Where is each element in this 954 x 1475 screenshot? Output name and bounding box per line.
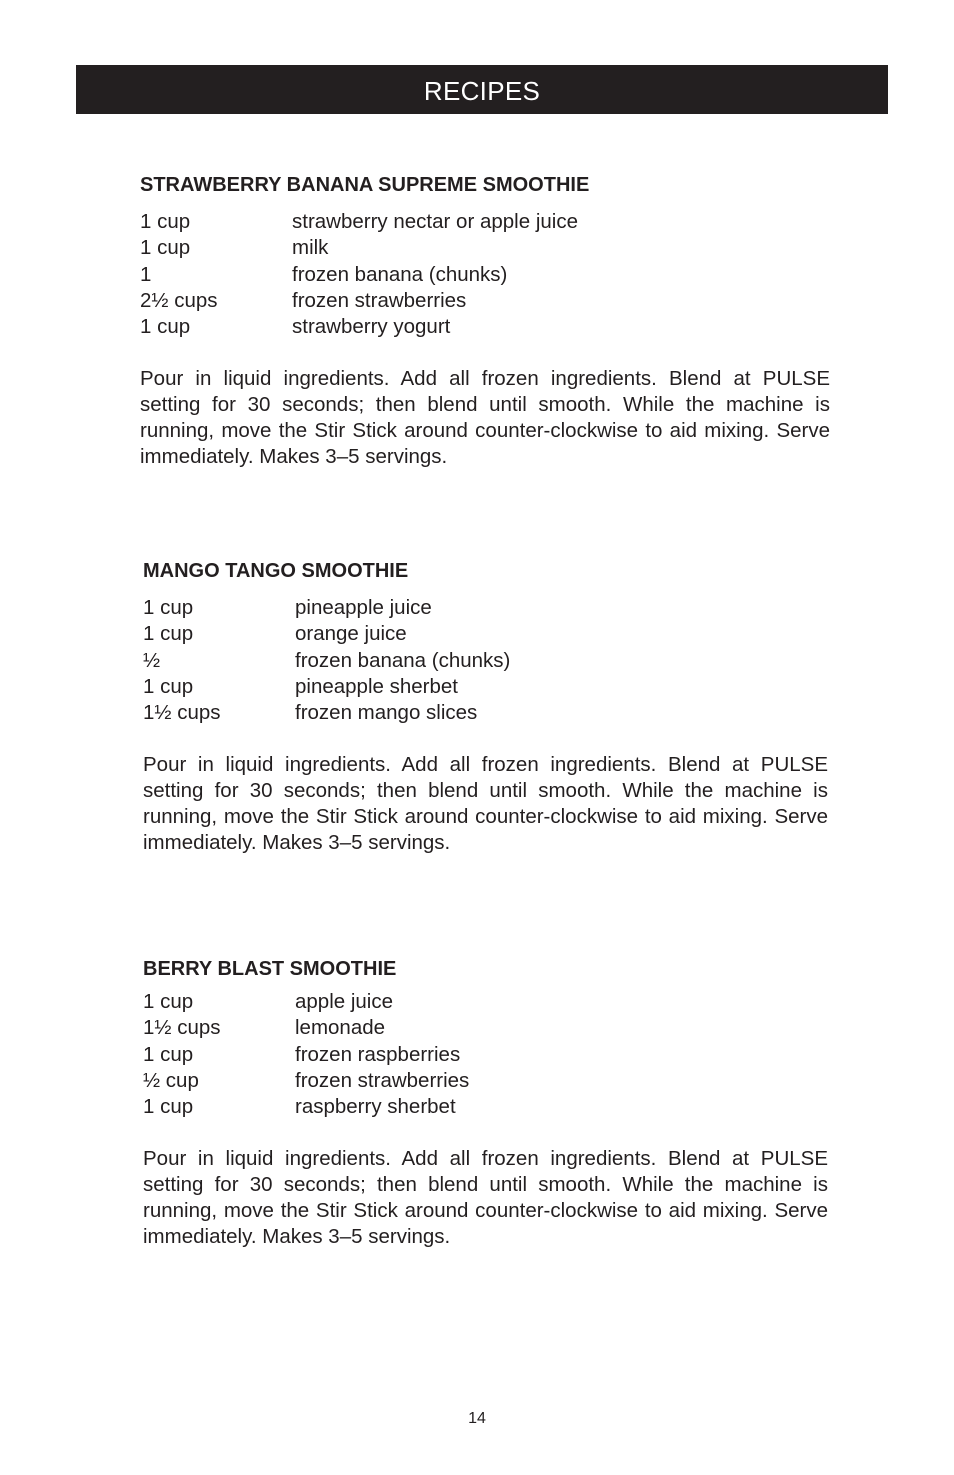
ingredient-quantity: 1 cup [140,236,191,260]
ingredient-row [140,235,830,261]
ingredient-name: frozen raspberries [295,1042,461,1066]
ingredient-row [143,1094,828,1120]
ingredient-quantity: ½ cup [143,1068,199,1092]
ingredient-name: pineapple juice [295,596,432,619]
ingredient-name: apple juice [295,990,394,1013]
ingredient-name: lemonade [295,1016,386,1040]
recipe-instructions: Pour in liquid ingredients. Add all frozen ingredients. Blend at PULSE setting for 30 seconds; then blend until smooth. While the machine is running, move the Stir Stick around counter-clockwise to aid mixing. Serve immediately. Makes 3–5 servings. [143,753,828,855]
ingredient-row [143,1042,828,1068]
ingredient-name: milk [292,236,329,260]
ingredient-row [143,595,828,621]
ingredient-quantity: 1½ cups [143,701,221,725]
recipe-instructions: Pour in liquid ingredients. Add all frozen ingredients. Blend at PULSE setting for 30 seconds; then blend until smooth. While the machine is running, move the Stir Stick around counter-clockwise to aid mixing. Serve immediately. Makes 3–5 servings. [143,1147,828,1249]
ingredient-list [143,989,828,1120]
ingredient-row [143,700,828,726]
ingredient-row [143,674,828,700]
ingredient-name: raspberry sherbet [295,1095,456,1119]
recipe-strawberry-banana-supreme-smoothie [140,173,830,470]
ingredient-name: frozen strawberries [292,288,467,312]
ingredient-name: pineapple sherbet [295,674,458,698]
ingredient-name: strawberry yogurt [292,315,451,339]
recipe-title: BERRY BLAST SMOOTHIE [143,958,397,980]
ingredient-quantity: 2½ cups [140,288,218,312]
ingredient-row [143,621,828,647]
ingredient-quantity: 1 cup [143,990,194,1013]
ingredient-name: orange juice [295,622,407,646]
ingredient-row [143,1068,828,1094]
ingredient-list [143,595,828,726]
ingredient-quantity: 1 cup [143,596,194,619]
ingredient-quantity: ½ [143,648,161,672]
ingredient-row [140,262,830,288]
ingredient-name: frozen strawberries [295,1068,470,1092]
ingredient-row [140,314,830,340]
ingredient-list [140,209,830,340]
ingredient-name: frozen banana (chunks) [295,648,511,672]
recipe-title: STRAWBERRY BANANA SUPREME SMOOTHIE [140,174,590,196]
ingredient-row [143,1015,828,1041]
ingredient-row [140,209,830,235]
page-number: 14 [468,1410,486,1427]
ingredient-quantity: 1 cup [143,1095,194,1119]
ingredient-quantity: 1½ cups [143,1016,221,1040]
ingredient-quantity: 1 cup [140,315,191,339]
ingredient-name: strawberry nectar or apple juice [292,210,578,233]
recipe-mango-tango-smoothie [143,559,828,856]
ingredient-row [140,288,830,314]
ingredient-quantity: 1 [140,262,152,286]
ingredient-row [143,989,828,1015]
recipe-instructions: Pour in liquid ingredients. Add all frozen ingredients. Blend at PULSE setting for 30 seconds; then blend until smooth. While the machine is running, move the Stir Stick around counter-clockwise to aid mixing. Serve immediately. Makes 3–5 servings. [140,367,830,469]
recipe-berry-blast-smoothie [143,957,828,1250]
recipe-title: MANGO TANGO SMOOTHIE [143,560,409,582]
ingredient-name: frozen banana (chunks) [292,262,508,286]
section-title: RECIPES [423,75,541,106]
ingredient-name: frozen mango slices [295,701,478,725]
ingredient-quantity: 1 cup [140,210,191,233]
ingredient-quantity: 1 cup [143,622,194,646]
ingredient-row [143,648,828,674]
ingredient-quantity: 1 cup [143,674,194,698]
ingredient-quantity: 1 cup [143,1042,194,1066]
section-header-bar [76,65,888,114]
